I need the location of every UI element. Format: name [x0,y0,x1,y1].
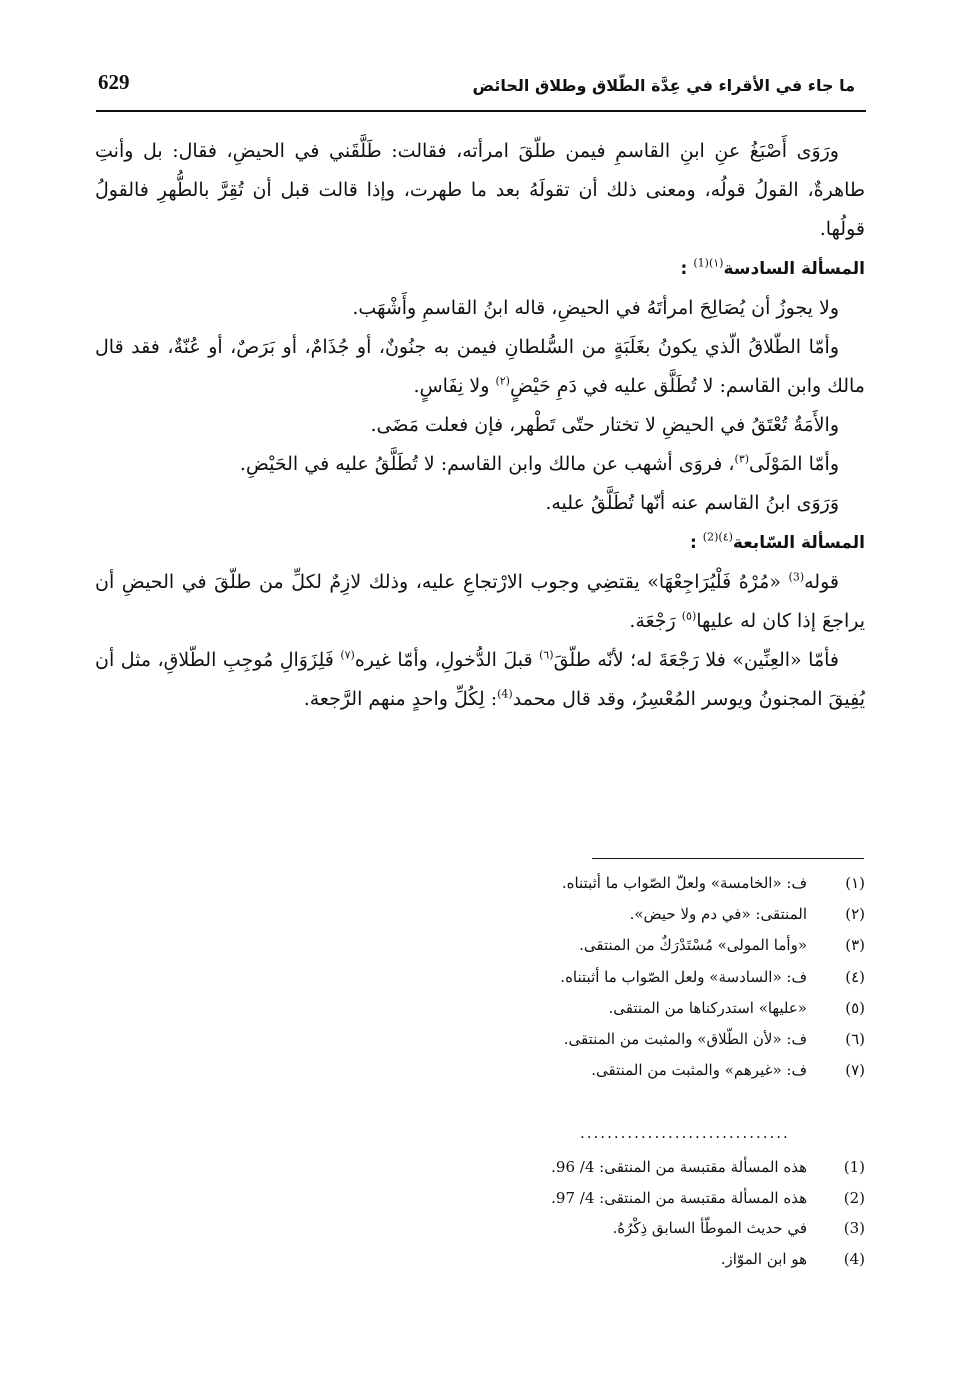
footnote-ref: (٦) [539,648,554,662]
heading-masala-6-text: المسألة السادسة [723,259,865,279]
footnote-item [365,899,865,930]
source-text: هذه المسألة مقتبسة من المنتقى: 4/ 96. [551,1158,807,1176]
heading-masala-6 [95,249,865,289]
paragraph-innin-mid: قبلَ الدُّخولِ، وأمّا غيره [354,649,540,671]
source-text: هو ابن الموّاز. [720,1249,807,1268]
footnote-item [365,962,865,993]
footnote-number: (١) [845,874,865,892]
main-text [95,132,865,719]
footnote-ref: (٧) [340,648,355,662]
paragraph-innin-mid2: فَلِزَوَالِ مُوجِبِ الطّلاقِ، مثل أن يُفِيقَ المجنونُ ويوسر المُعْسِرُ، وقد قال محمد [95,649,865,710]
page-number: 629 [98,70,130,94]
footnotes [365,868,865,1086]
footnote-number: (٥) [845,998,865,1017]
footnote-number: (٢) [845,905,865,924]
source-notes [365,1152,865,1274]
paragraph-innin [95,641,865,719]
footnote-number: (٧) [845,1061,865,1080]
heading-colon: : [689,533,697,553]
footnote-number: (٦) [845,1030,865,1049]
header-rule [96,110,866,112]
footnote-text: «عليها» استدركناها من المنتقى. [608,998,807,1017]
source-item [365,1213,865,1244]
paragraph-ibn-qasim: وَرَوَى ابنُ القاسم عنه أنّها تُطَلَّقُ عليه. [545,492,839,514]
paragraph-mawla-text: وأمّا المَوْلَى [749,453,839,475]
source-text: هذه المسألة مقتبسة من المنتقى: 4/ 97. [551,1188,807,1207]
source-number: (2) [843,1188,865,1207]
source-number: (1) [843,1158,865,1176]
heading-masala-7 [95,523,865,563]
footnote-text: المنتقى: «في دم ولا حيض». [629,905,807,924]
source-number: (3) [843,1219,865,1237]
running-head: ما جاء في الأقراء في عِدَّة الطّلاق وطلاق الحائض [472,76,855,95]
paragraph-innin-text: فأمّا «العِنِّين» فلا رَجْعَةَ له؛ لأنّه طلّقَ [553,649,840,671]
footnote-ref: (٣) [734,452,750,466]
heading-masala-6-note: (١) [708,256,724,270]
source-text: في حديث الموطّأ السابق ذِكْرُهُ. [612,1219,807,1237]
footnote-item [365,993,865,1024]
paragraph-ama: والأَمَةُ تُعْتَقُ في الحيضِ لا تختار حتّى تَطْهر، فإن فعلت مَضَى. [370,414,839,436]
footnote-item [365,930,865,961]
footnote-rule [592,858,864,859]
footnote-text: ف: «لأن الطّلاق» والمثبت من المنتقى. [563,1030,807,1049]
footnote-item [365,1055,865,1086]
source-item [365,1244,865,1275]
source-ref: (4) [497,687,513,701]
heading-masala-7-note: (٤) [718,530,733,544]
footnote-item [365,1024,865,1055]
heading-masala-6-source: (1) [693,256,709,270]
footnote-item [365,868,865,899]
paragraph-murhu-mid: «مُرْهُ فَلْيُرَاجِعْهَا» يقتضِي وجوب الارْتجاعِ عليه، وذلك لازِمٌ لكلِّ من طلّقَ في الحيضِ أن يراجعَ إذا كان له عليها [95,571,865,632]
paragraph-sulh: ولا يجوزُ أن يُصَالِحَ امرأتَهُ في الحيضِ، قاله ابنُ القاسمِ وأَشْهَب. [352,297,839,319]
paragraph-murhu-text: قوله [804,571,839,593]
paragraph-mawla [95,445,865,484]
source-item [365,1183,865,1214]
footnote-text: «وأما المولى» مُسْتَدْرَكٌ من المنتقى. [579,936,807,955]
dotted-separator: ............................... [580,1124,790,1142]
heading-colon: : [680,259,688,279]
footnote-number: (٣) [845,936,865,955]
footnote-text: ف: «غيرهم» والمثبت من المنتقى. [591,1061,807,1080]
footnote-number: (٤) [845,967,865,986]
heading-masala-7-text: المسألة السّابعة [732,533,865,553]
paragraph-asbagh: ورَوَى أَصْبَغُ عنِ ابنِ القاسمِ فيمن طلّقَ امرأته، فقالت: طَلَّقَني في الحيضِ، فقال: بل وأنتِ طاهرةٌ، القولُ قولُه، ومعنى ذلك أن تقولَهُ بعد ما طهرت، وإذا قالت قبل أن تُقِرَّ بالطُّهرِ فالقولُ قولُها. [95,140,865,240]
source-item [365,1152,865,1183]
footnote-ref: (٥) [681,609,697,623]
source-number: (4) [843,1249,865,1268]
paragraph-sultan-text: وأمّا الطّلاقُ الّذي يكونُ بغَلَبَةٍ من السُّلطانِ فيمن به جنُونٌ، أو جُذَامٌ، أو بَرَصٌ، أو عُنّةٌ، فقد قال مالك وابن القاسم: لا تُطَلَّق عليه في دَمِ حَيْضٍ [95,336,865,397]
paragraph-murhu [95,563,865,641]
paragraph-sultan [95,328,865,406]
source-ref: (3) [788,570,805,584]
paragraph-sultan-end: ولا نِفَاسٍ. [413,375,496,397]
footnote-ref: (٢) [495,374,510,388]
paragraph-mawla-end: ، فروَى أشهب عن مالك وابن القاسم: لا تُطَلَّقُ عليه في الحَيْضِ. [239,453,735,475]
paragraph-murhu-end: رَجْعَة. [629,610,682,632]
footnote-text: ف: «الخامسة» ولعلّ الصّواب ما أثبتناه. [561,874,807,892]
footnote-text: ف: «السادسة» ولعل الصّواب ما أثبتناه. [560,967,807,986]
paragraph-innin-end: : لِكُلِّ واحدٍ منهم الرَّجعة. [303,688,498,710]
heading-masala-7-source: (2) [702,530,719,544]
